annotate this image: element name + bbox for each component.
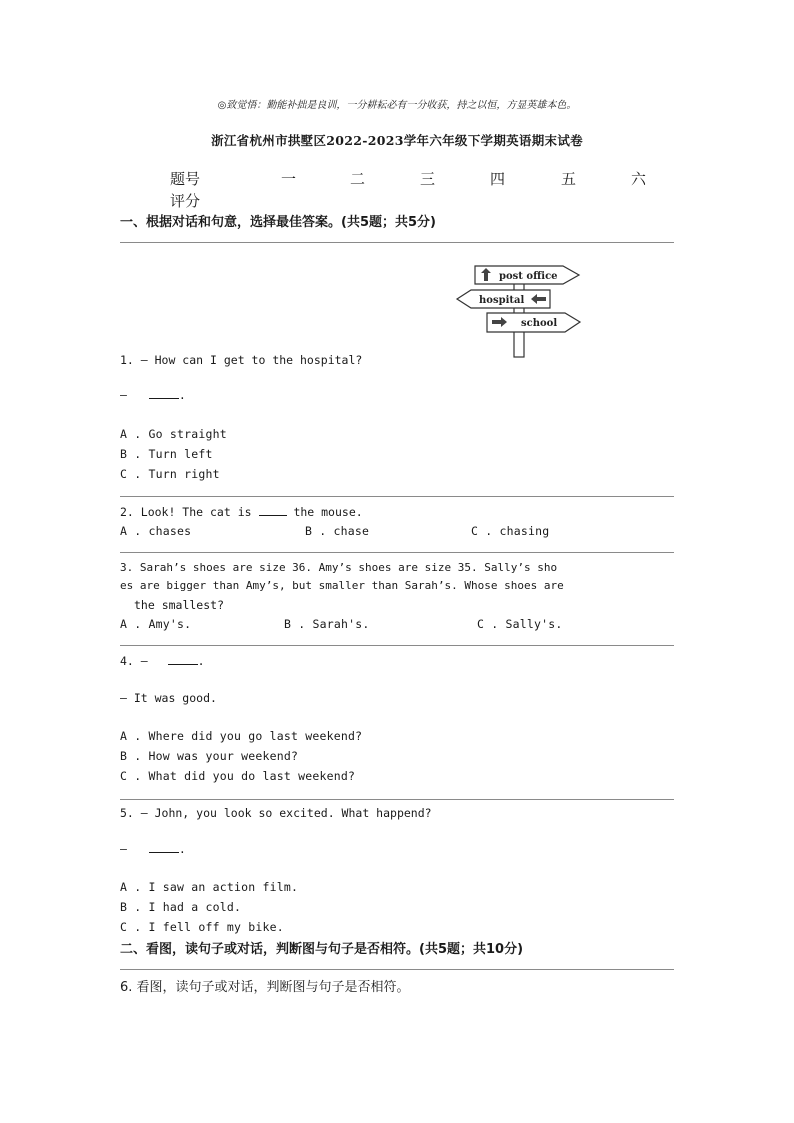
q2-answer-blank[interactable]: [259, 505, 287, 516]
sign-hospital: hospital: [479, 295, 525, 306]
score-col-6: 六: [631, 170, 647, 188]
score-table-row-label: 题号: [170, 170, 201, 188]
q4-option-b[interactable]: B . How was your weekend?: [120, 749, 299, 763]
q4-option-a[interactable]: A . Where did you go last weekend?: [120, 729, 363, 743]
q6-instruction: 6. 看图，读句子或对话，判断图与句子是否相符。: [120, 980, 410, 995]
divider: [120, 496, 674, 497]
q2-option-c[interactable]: C . chasing: [471, 524, 550, 538]
q4-stem: [120, 654, 205, 668]
signpost-image: [455, 262, 585, 364]
q3-stem-line3: the smallest?: [134, 598, 225, 612]
q5-reply-end: .: [178, 842, 186, 856]
divider: [120, 799, 674, 800]
q1-reply: [120, 388, 186, 402]
q5-reply: [120, 842, 186, 856]
q1-reply-end: .: [178, 388, 186, 402]
q2-option-b[interactable]: B . chase: [305, 524, 370, 538]
q2-option-a[interactable]: A . chases: [120, 524, 192, 538]
score-col-5: 五: [561, 170, 577, 188]
q5-stem: 5. — John, you look so excited. What happend?: [120, 806, 432, 820]
q2-stem: [120, 505, 363, 519]
q1-reply-dash: —: [120, 388, 127, 402]
q5-option-b[interactable]: B . I had a cold.: [120, 900, 242, 914]
score-col-1: 一: [281, 170, 297, 188]
q4-option-c[interactable]: C . What did you do last weekend?: [120, 769, 356, 783]
q1-option-b[interactable]: B . Turn left: [120, 447, 213, 461]
q4-stem-end: .: [197, 654, 205, 668]
q5-reply-dash: —: [120, 842, 127, 856]
q5-answer-blank[interactable]: [149, 842, 179, 853]
q4-reply: — It was good.: [120, 691, 217, 705]
divider: [120, 969, 674, 970]
score-col-2: 二: [350, 170, 366, 188]
motto: ◎致觉悟：勤能补拙是良训，一分耕耘必有一分收获，持之以恒，方显英雄本色。: [217, 100, 577, 111]
divider: [120, 242, 674, 243]
sign-school: school: [521, 318, 558, 329]
q3-option-b[interactable]: B . Sarah's.: [284, 617, 370, 631]
q5-option-c[interactable]: C . I fell off my bike.: [120, 920, 284, 934]
section2-heading: 二、看图，读句子或对话，判断图与句子是否相符。(共5题；共10分): [120, 942, 524, 957]
q3-option-a[interactable]: A . Amy's.: [120, 617, 192, 631]
sign-post-office: post office: [499, 271, 558, 282]
score-col-3: 三: [420, 170, 436, 188]
q3-stem-line1: 3. Sarah’s shoes are size 36. Amy’s shoes are size 35. Sally’s sho: [120, 561, 558, 574]
q1-answer-blank[interactable]: [149, 388, 179, 399]
q1-option-a[interactable]: A . Go straight: [120, 427, 227, 441]
section1-heading: 一、根据对话和句意，选择最佳答案。(共5题；共5分): [120, 215, 436, 230]
score-table-score-label: 评分: [170, 192, 201, 210]
q2-stem-start: 2. Look! The cat is: [120, 505, 252, 519]
score-col-4: 四: [490, 170, 506, 188]
q1-option-c[interactable]: C . Turn right: [120, 467, 220, 481]
q1-stem: 1. — How can I get to the hospital?: [120, 353, 363, 367]
exam-title: 浙江省杭州市拱墅区2022-2023学年六年级下学期英语期末试卷: [211, 133, 583, 148]
divider: [120, 645, 674, 646]
divider: [120, 552, 674, 553]
q2-stem-end: the mouse.: [293, 505, 363, 519]
q3-option-c[interactable]: C . Sally's.: [477, 617, 563, 631]
q4-stem-start: 4. —: [120, 654, 148, 668]
q4-answer-blank[interactable]: [168, 654, 198, 665]
q5-option-a[interactable]: A . I saw an action film.: [120, 880, 299, 894]
q3-stem-line2: es are bigger than Amy’s, but smaller than Sarah’s. Whose shoes are: [120, 579, 564, 592]
